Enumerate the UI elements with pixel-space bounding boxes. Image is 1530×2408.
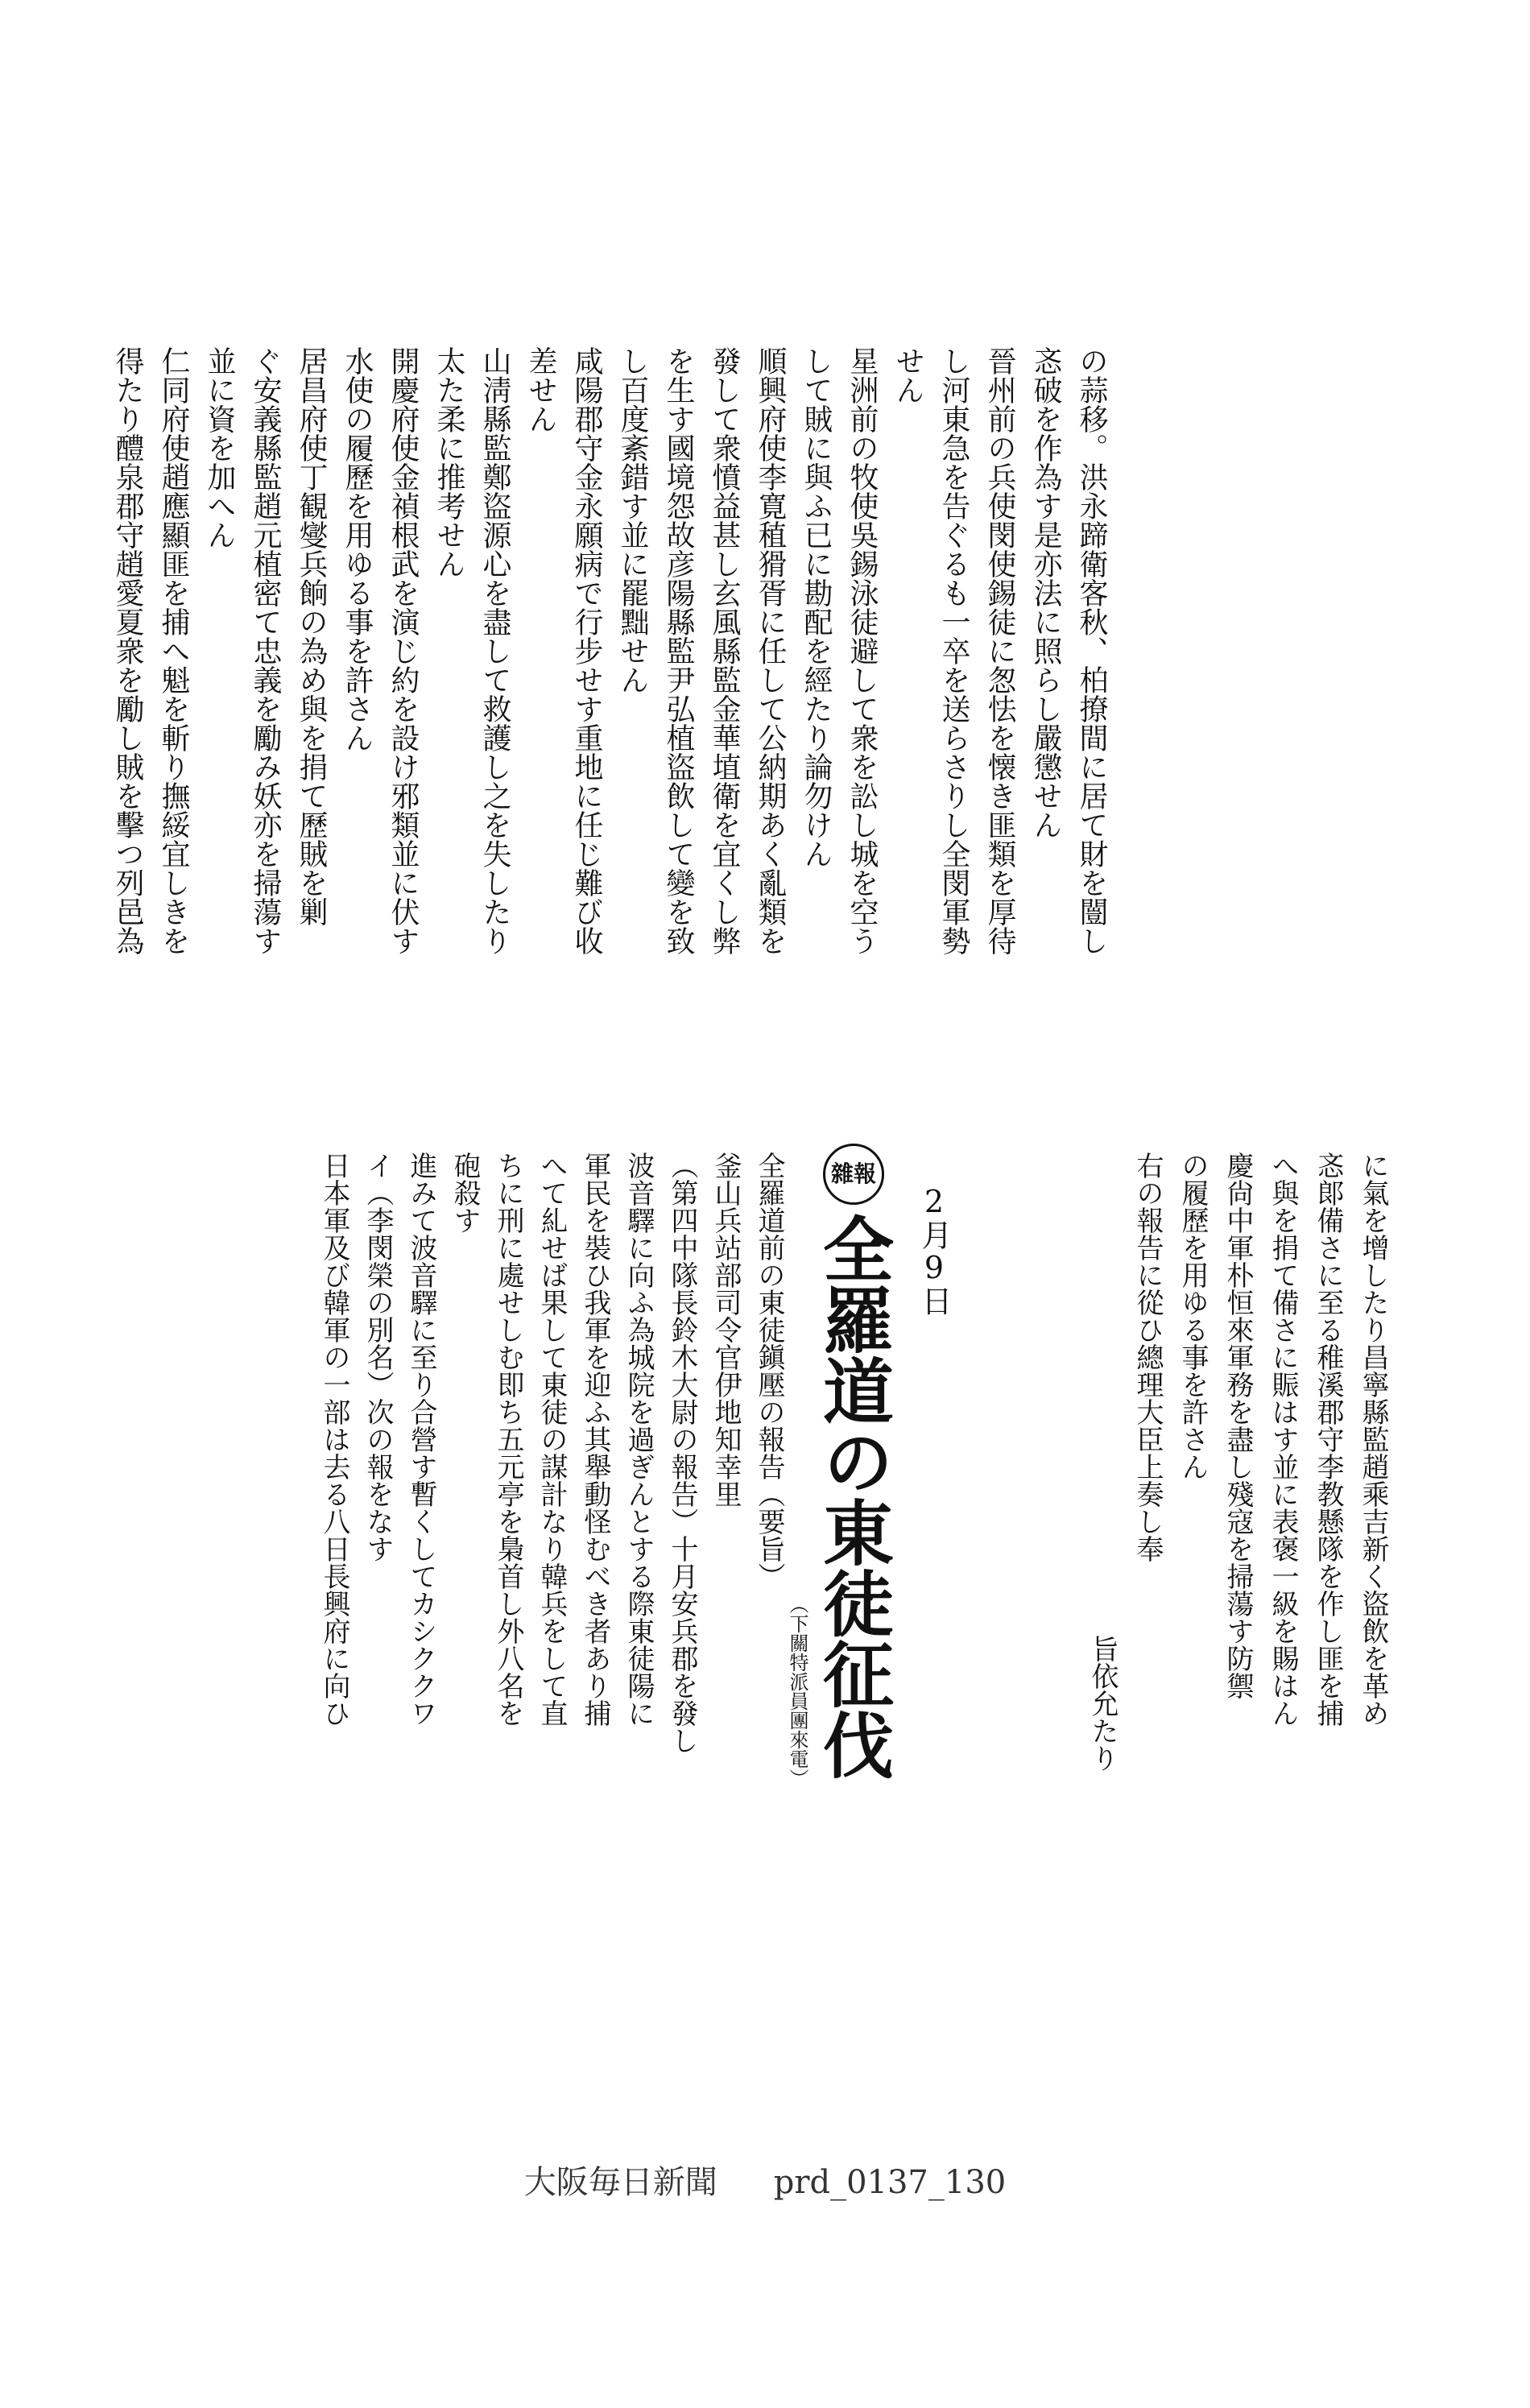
- text-column: を生す國境怨故彦陽縣監尹弘植盜飲して變を致: [662, 346, 695, 955]
- text-column: へ與を捐て備さに賑はす並に表褒一級を賜はん: [1267, 1152, 1299, 1727]
- text-column: し百度紊錯す並に罷黜せん: [616, 346, 649, 694]
- text-column: 水使の履歷を用ゆる事を許さん: [341, 346, 374, 752]
- text-column: 山淸縣監鄭盜源心を盡して救護し之を失したり: [478, 346, 511, 955]
- text-column: 軍民を裝ひ我軍を迎ふ其舉動怪むべき者あり捕: [579, 1152, 611, 1727]
- text-column: 太た柔に推考せん: [432, 346, 465, 578]
- text-column: 釜山兵站部司令官伊地知幸里: [709, 1152, 742, 1508]
- text-column: の履歷を用ゆる事を許さん: [1176, 1152, 1209, 1480]
- text-column: ぐ安義縣監趙元植密て忠義を勵み妖亦を掃蕩す: [249, 346, 282, 955]
- headline-subtitle: （下關特派員團來電）: [786, 1595, 808, 1788]
- text-column: 日本軍及び韓軍の一部は去る八日長興府に向ひ: [318, 1152, 350, 1727]
- text-column: 順興府使李寛稙猾胥に任して公納期あく亂類を: [754, 346, 787, 955]
- text-column: 晉州前の兵使閔使錫徒に怱怯を懐き匪類を厚待: [983, 346, 1016, 955]
- headline-title-column: [813, 1144, 894, 1852]
- section-marker: 雜報: [823, 1144, 884, 1205]
- text-column: 旨依允たり: [1086, 1635, 1119, 1772]
- text-column: 慶尙中軍朴恒來軍務を盡し殘寇を掃蕩す防禦: [1222, 1152, 1254, 1699]
- text-column: 發して衆憤益甚し玄風縣監金華埴衛を宜くし弊: [708, 346, 741, 955]
- text-column: （第四中隊長鈴木大尉の報告）十月安兵郡を發し: [666, 1152, 698, 1754]
- text-column: 差せん: [524, 346, 557, 433]
- text-column: 仁同府使趙應顯匪を捕へ魁を斬り撫綏宜しきを: [157, 346, 190, 955]
- text-column: 忞破を作為す是亦法に照らし嚴懲せん: [1029, 346, 1062, 839]
- text-column: に氣を增したり昌寧縣監趙乘吉新く盜飲を革め: [1357, 1152, 1389, 1727]
- text-column: 波音驛に向ふ為城院を過ぎんとする際東徒陽に: [622, 1152, 655, 1727]
- text-column: 進みて波音驛に至り合營す暫くしてカシククワ: [405, 1152, 437, 1727]
- article-date: 2月9日: [916, 1184, 952, 1316]
- text-column: 開慶府使金禎根武を演じ約を設け邪類並に伏す: [387, 346, 420, 955]
- text-column: し河東急を告ぐるも一卒を送らさりし全閔軍勢: [937, 346, 970, 955]
- text-column: 星洲前の牧使吳錫泳徒避して衆を訟し城を空う: [846, 346, 879, 955]
- document-id: prd_0137_130: [773, 2164, 1007, 2201]
- text-column: 並に資を加へん: [203, 346, 236, 549]
- text-column: して賊に與ふ已に勘配を經たり論勿けん: [800, 346, 833, 868]
- page-footer: [0, 2150, 1530, 2215]
- lower-right-text-section: [1015, 1152, 1393, 1925]
- text-column: せん: [891, 346, 924, 404]
- publication-name: 大阪毎日新聞: [523, 2164, 717, 2201]
- text-column: 忞郞備さに至る稚溪郡守李教懸隊を作し匪を捕: [1312, 1152, 1344, 1727]
- upper-text-section: [111, 346, 1111, 1111]
- text-column: 得たり醴泉郡守趙愛夏衆を勵し賊を擊つ列邑為: [111, 346, 144, 955]
- text-column: イ（李閔榮の別名）次の報をなす: [362, 1152, 394, 1562]
- text-column: 右の報告に從ひ總理大臣上奏し奉: [1131, 1152, 1164, 1562]
- headline-title: 全羅道の東徒征伐: [812, 1213, 895, 1780]
- text-column: ちに刑に處せしむ即ち五元亭を梟首し外八名を: [492, 1152, 524, 1727]
- text-column: の蒜移。洪永蹄衛客秋、柏撩間に居て財を闓し: [1075, 346, 1108, 955]
- lower-left-text-section: [137, 1152, 789, 1925]
- text-column: へて糺せば果して東徒の謀計なり韓兵をして直: [536, 1152, 568, 1727]
- text-column: 咸陽郡守金永願病で行步せす重地に任じ難び收: [570, 346, 603, 955]
- text-column: 全羅道前の東徒鎭壓の報告（要旨）: [753, 1152, 785, 1590]
- text-column: 砲殺す: [449, 1152, 481, 1234]
- article-headline: [786, 1144, 895, 1852]
- text-column: 居昌府使丁観燮兵餉の為め與を捐て歷賊を剿: [295, 346, 328, 926]
